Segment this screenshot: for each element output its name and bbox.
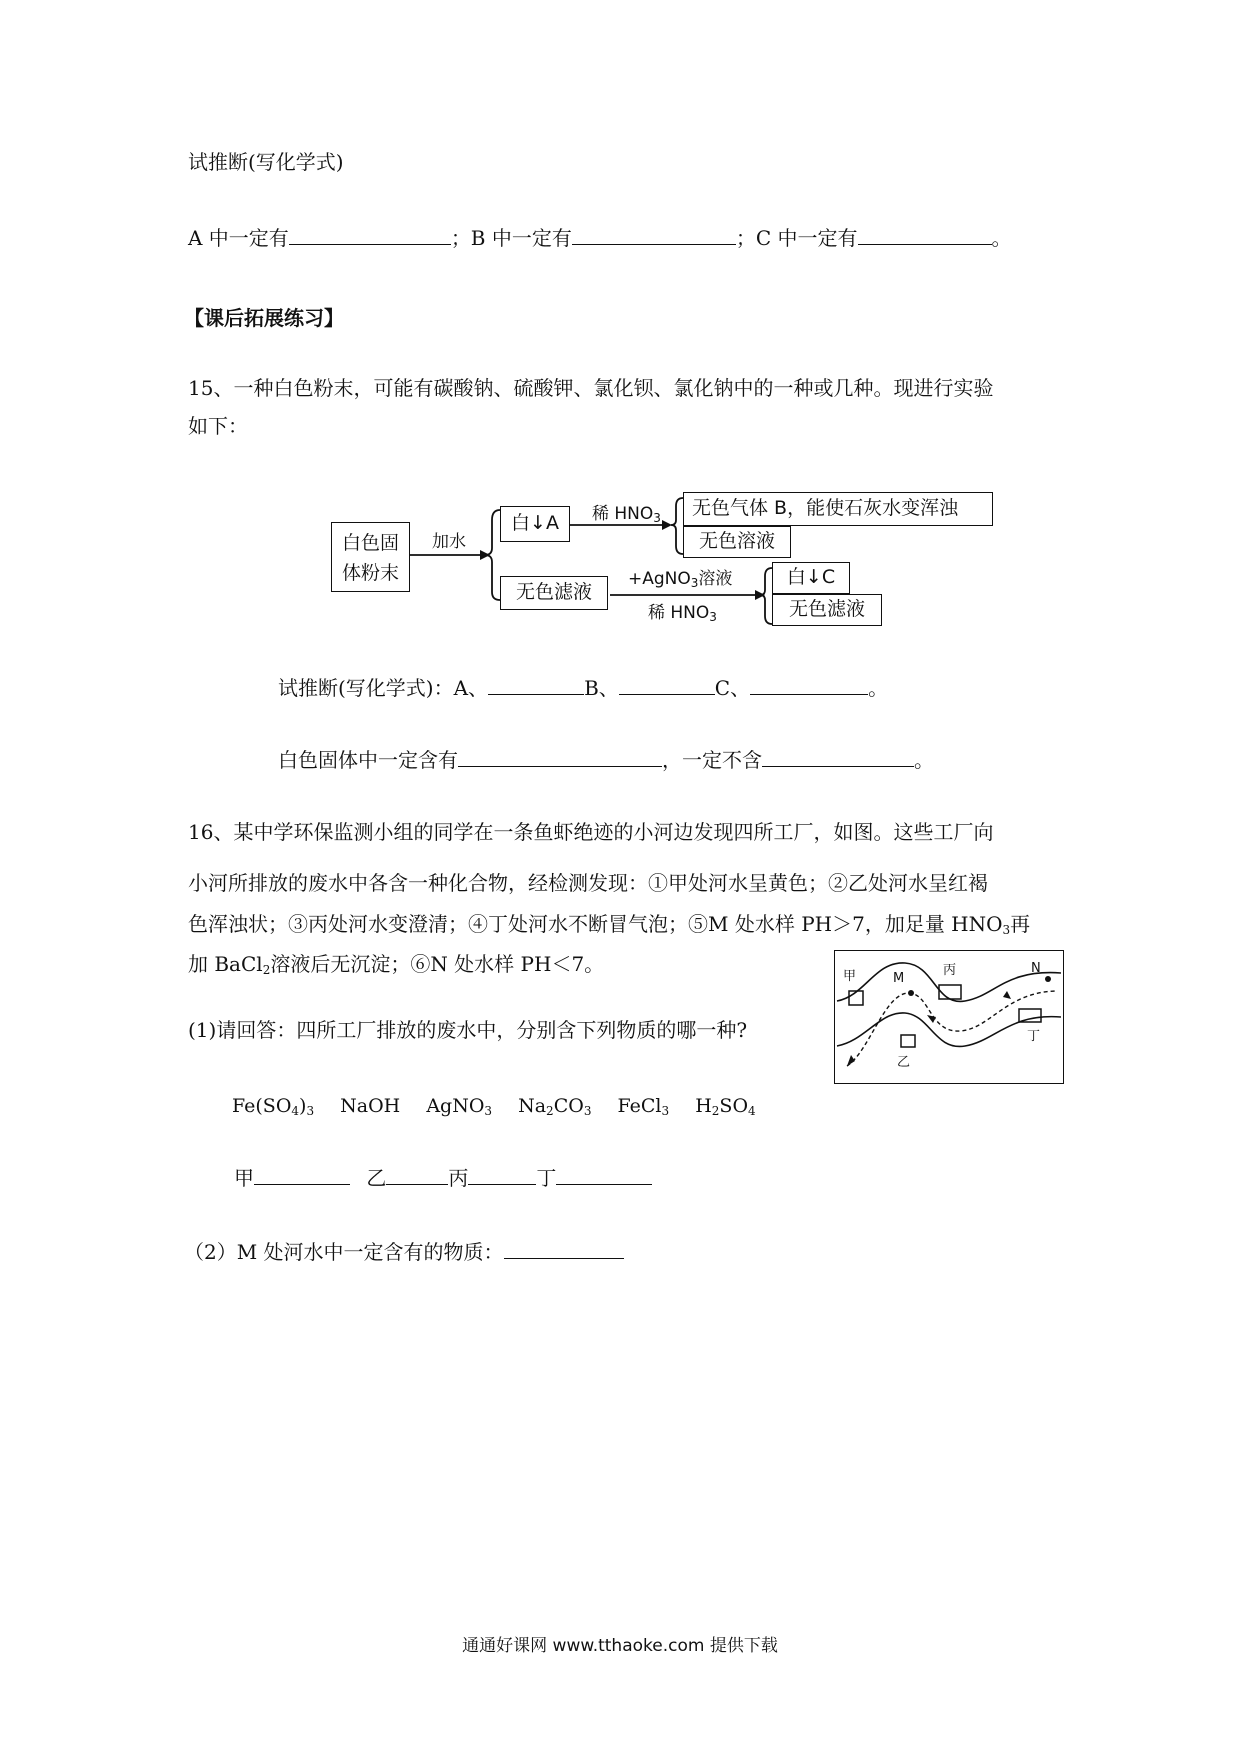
precipitate-a-box: 白↓A xyxy=(500,506,570,542)
agno3-label xyxy=(628,564,732,590)
not-contains-label: ，一定不含 xyxy=(662,748,762,772)
substance-6-tail: SO xyxy=(719,1095,749,1117)
substance-5-main: FeCl xyxy=(617,1095,662,1117)
map-jia: 甲 xyxy=(843,969,857,984)
dilute-hno3-2-label xyxy=(648,598,717,624)
factory-bing-blank[interactable] xyxy=(468,1166,536,1185)
start-line1: 白色固 xyxy=(341,532,399,554)
q16-line4 xyxy=(188,952,604,977)
factory-answers xyxy=(234,1166,652,1190)
substance-6-main: H xyxy=(695,1095,712,1117)
agno3-suffix: 溶液 xyxy=(698,569,733,589)
factory-ding-blank[interactable] xyxy=(556,1166,652,1185)
q15-line1: 15、一种白色粉末，可能有碳酸钠、硫酸钾、氯化钡、氯化钠中的一种或几种。现进行实验 xyxy=(188,376,994,400)
infer-b-blank[interactable] xyxy=(619,676,715,695)
q16-sub2-label: （2）M 处河水中一定含有的物质： xyxy=(184,1240,504,1264)
substance-6 xyxy=(695,1095,755,1117)
q16-line1: 16、某中学环保监测小组的同学在一条鱼虾绝迹的小河边发现四所工厂，如图。这些工厂向 xyxy=(188,820,994,844)
infer-b-label: B、 xyxy=(584,676,619,700)
q16-line3 xyxy=(188,912,1030,937)
substance-3-sub: 3 xyxy=(484,1104,493,1118)
q15-line2: 如下： xyxy=(188,414,248,438)
q16-sub2-blank[interactable] xyxy=(504,1240,624,1259)
dilute-hno3-sub: 3 xyxy=(653,511,661,525)
start-box xyxy=(331,522,410,592)
substance-5 xyxy=(618,1095,670,1117)
gas-b-box: 无色气体 B，能使石灰水变浑浊 xyxy=(683,492,993,526)
map-bing: 丙 xyxy=(943,963,957,978)
substance-1-tail: ) xyxy=(299,1095,307,1117)
q16-line3-tail: 再 xyxy=(1010,912,1031,936)
factory-jia-blank[interactable] xyxy=(254,1166,350,1185)
factory-yi-label: 乙 xyxy=(366,1166,387,1190)
colorless-filtrate-box: 无色滤液 xyxy=(500,576,608,610)
q16-line4-tail: 溶液后无沉淀；⑥N 处水样 PH＜7。 xyxy=(270,952,605,976)
factory-yi-blank[interactable] xyxy=(386,1166,448,1185)
intro-answer-line xyxy=(188,226,1012,250)
substance-3-main: AgNO xyxy=(426,1095,485,1117)
substance-4 xyxy=(518,1095,591,1117)
factory-ding-label: 丁 xyxy=(536,1166,557,1190)
dilute-hno3-label xyxy=(592,499,661,525)
substance-4-sub2: 3 xyxy=(583,1104,592,1118)
agno3-sub: 3 xyxy=(690,576,699,590)
dilute-hno3-2-text: 稀 HNO xyxy=(648,603,710,623)
substance-2 xyxy=(340,1095,400,1117)
q16-line3-text: 色浑浊状；③丙处河水变澄清；④丁处河水不断冒气泡；⑤M 处水样 PH＞7，加足量 HNO xyxy=(188,912,1003,936)
substance-1 xyxy=(232,1095,314,1117)
substance-6-sub2: 4 xyxy=(748,1104,756,1118)
river-map xyxy=(834,950,1064,1084)
infer-a-label: 试推断(写化学式)：A、 xyxy=(278,676,489,700)
b-label: ；B 中一定有 xyxy=(450,226,572,250)
map-ding: 丁 xyxy=(1027,1029,1041,1044)
c-blank[interactable] xyxy=(858,226,992,245)
a-blank[interactable] xyxy=(289,226,451,245)
substance-6-sub: 2 xyxy=(711,1104,720,1118)
substance-list xyxy=(232,1095,756,1118)
dilute-hno3-2-sub: 3 xyxy=(709,610,717,624)
colorless-solution-box: 无色溶液 xyxy=(683,526,791,558)
substance-4-main: Na xyxy=(518,1095,547,1117)
colorless-filtrate-2-box: 无色滤液 xyxy=(772,594,882,626)
substance-1-main: Fe(SO xyxy=(232,1095,292,1117)
intro-end: 。 xyxy=(991,226,1012,250)
map-yi: 乙 xyxy=(897,1055,911,1070)
substance-2-main: NaOH xyxy=(340,1095,401,1117)
contains-label: 白色固体中一定含有 xyxy=(278,748,458,772)
q16-line2: 小河所排放的废水中各含一种化合物，经检测发现：①甲处河水呈黄色；②乙处河水呈红褐 xyxy=(188,871,988,895)
q16-line4-sub: 2 xyxy=(262,963,271,977)
substance-3 xyxy=(426,1095,492,1117)
q15-contains-line xyxy=(278,748,934,772)
q16-sub2 xyxy=(184,1240,624,1264)
b-blank[interactable] xyxy=(572,226,736,245)
infer-c-label: C、 xyxy=(714,676,751,700)
dilute-hno3-text: 稀 HNO xyxy=(592,504,654,524)
map-m: M xyxy=(893,971,905,986)
substance-1-sub: 4 xyxy=(291,1104,300,1118)
substance-1-sub2: 3 xyxy=(306,1104,315,1118)
substance-4-sub: 2 xyxy=(546,1104,554,1118)
infer-prompt: 试推断(写化学式) xyxy=(188,150,344,174)
not-contains-blank[interactable] xyxy=(762,748,914,767)
footer: 通通好课网 www.tthaoke.com 提供下载 xyxy=(462,1636,778,1656)
section-title: 【课后拓展练习】 xyxy=(184,306,344,330)
c-label: ；C 中一定有 xyxy=(735,226,858,250)
q16-sub1: (1)请回答：四所工厂排放的废水中，分别含下列物质的哪一种? xyxy=(188,1018,748,1042)
q16-line3-sub: 3 xyxy=(1002,923,1011,937)
factory-jia-label: 甲 xyxy=(234,1166,254,1190)
substance-5-sub: 3 xyxy=(661,1104,670,1118)
infer-end: 。 xyxy=(868,676,889,700)
infer-a-blank[interactable] xyxy=(488,676,584,695)
infer-c-blank[interactable] xyxy=(750,676,868,695)
add-water-label: 加水 xyxy=(432,532,466,552)
map-n: N xyxy=(1031,961,1041,976)
q15-infer-line xyxy=(278,676,888,700)
a-label: A 中一定有 xyxy=(188,226,289,250)
q16-line4-text: 加 BaCl xyxy=(188,952,263,976)
start-line2: 体粉末 xyxy=(341,562,399,584)
factory-bing-label: 丙 xyxy=(448,1166,469,1190)
contains-blank[interactable] xyxy=(458,748,662,767)
precipitate-c-box: 白↓C xyxy=(772,562,850,594)
agno3-text: +AgNO xyxy=(628,569,691,589)
substance-4-tail: CO xyxy=(553,1095,584,1117)
contains-end: 。 xyxy=(914,748,934,772)
